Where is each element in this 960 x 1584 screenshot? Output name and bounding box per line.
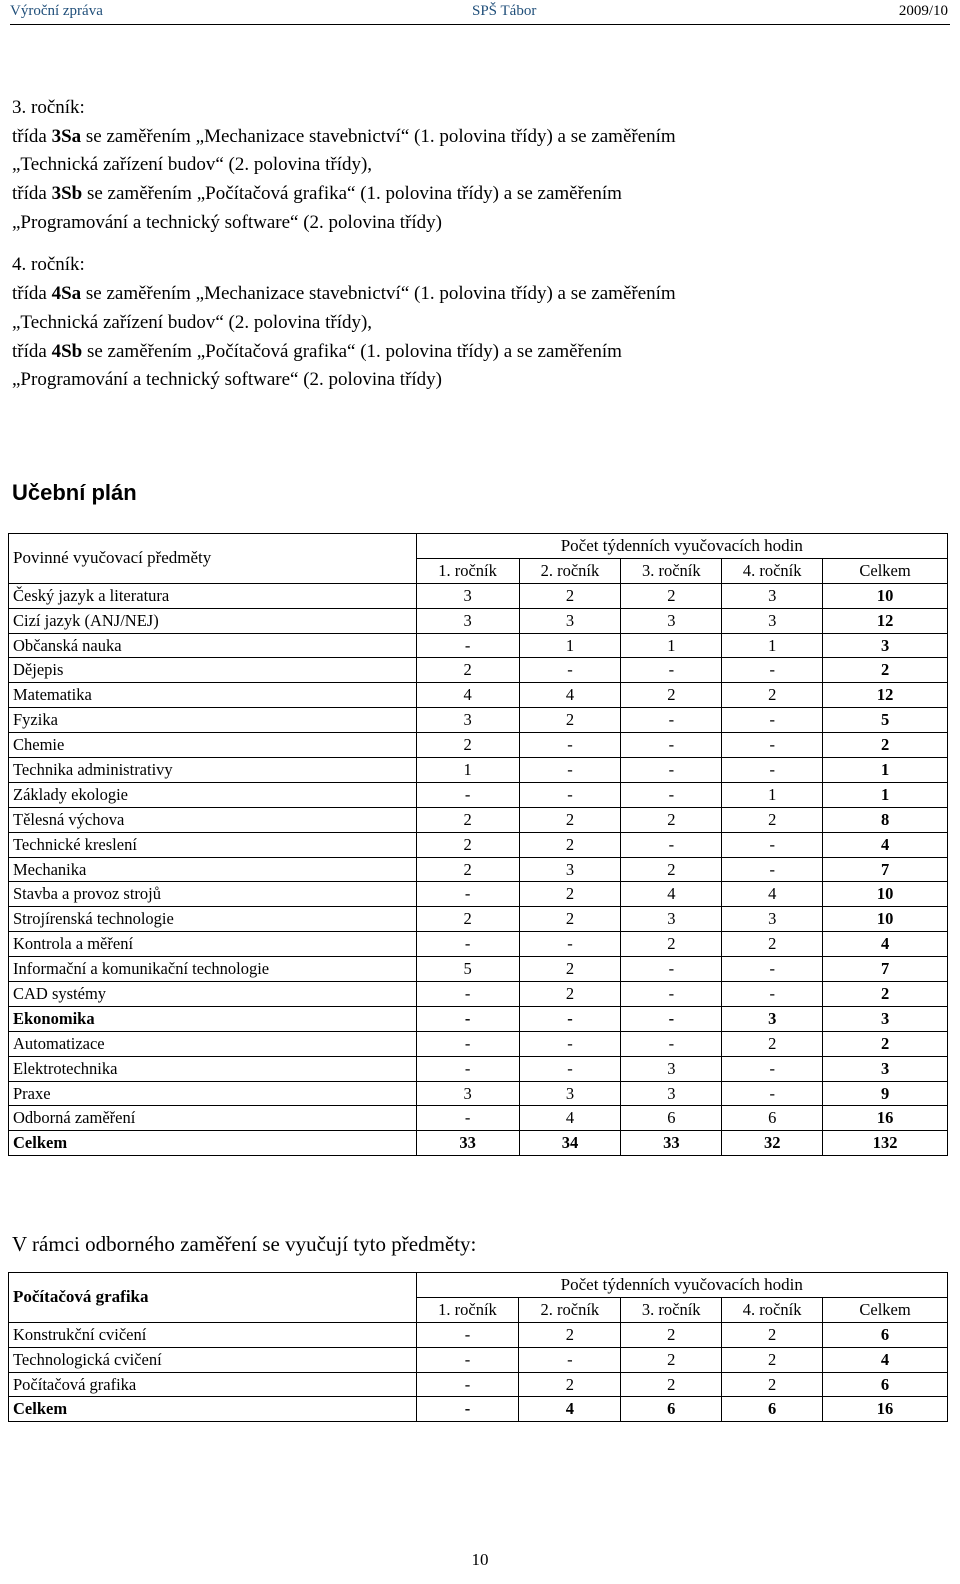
- hours-cell: 2: [621, 1372, 722, 1397]
- subject-cell: Tělesná výchova: [9, 807, 417, 832]
- hours-cell: -: [621, 982, 722, 1007]
- year4-line-2: „Technická zařízení budov“ (2. polovina třídy),: [12, 311, 373, 333]
- hours-cell: 32: [722, 1131, 823, 1156]
- column-header-total: Celkem: [823, 1297, 948, 1322]
- curriculum-table: [8, 533, 948, 1156]
- total-cell: 4: [823, 932, 948, 957]
- year4-line-4: „Programování a technický software“ (2. polovina třídy): [12, 369, 442, 391]
- hours-cell: 3: [519, 857, 621, 882]
- hours-cell: 3: [722, 1006, 823, 1031]
- hours-cell: -: [416, 1347, 519, 1372]
- hours-cell: 2: [621, 807, 722, 832]
- hours-cell: -: [519, 1031, 621, 1056]
- focus-table: [8, 1272, 948, 1422]
- hours-cell: -: [519, 733, 621, 758]
- table-total-row: [9, 1397, 948, 1422]
- subject-column-header: Povinné vyučovací předměty: [9, 534, 417, 584]
- column-header: 1. ročník: [416, 1297, 519, 1322]
- hours-cell: 2: [722, 1372, 823, 1397]
- year3-line-2: „Technická zařízení budov“ (2. polovina třídy),: [12, 154, 373, 176]
- year3-line-4: „Programování a technický software“ (2. polovina třídy): [12, 211, 442, 233]
- table-row: [9, 907, 948, 932]
- subject-cell: Cizí jazyk (ANJ/NEJ): [9, 608, 417, 633]
- hours-cell: 2: [621, 583, 722, 608]
- subject-cell: Dějepis: [9, 658, 417, 683]
- hours-cell: 2: [416, 857, 519, 882]
- hours-cell: -: [416, 982, 519, 1007]
- total-cell: 16: [823, 1106, 948, 1131]
- hours-cell: 2: [722, 1347, 823, 1372]
- hours-cell: 2: [416, 733, 519, 758]
- total-cell: 3: [823, 1006, 948, 1031]
- hours-cell: 2: [519, 982, 621, 1007]
- hours-cell: -: [416, 1372, 519, 1397]
- hours-cell: 2: [722, 683, 823, 708]
- table-row: [9, 1081, 948, 1106]
- column-header: 1. ročník: [416, 558, 519, 583]
- hours-cell: 4: [519, 683, 621, 708]
- hours-cell: 2: [519, 583, 621, 608]
- total-cell: 7: [823, 957, 948, 982]
- table-row: [9, 957, 948, 982]
- table-row: [9, 782, 948, 807]
- table-row: [9, 608, 948, 633]
- hours-cell: 34: [519, 1131, 621, 1156]
- total-cell: 6: [823, 1372, 948, 1397]
- header-school: SPŠ Tábor: [472, 3, 537, 19]
- table-row: [9, 1372, 948, 1397]
- hours-cell: 2: [519, 1372, 621, 1397]
- subject-cell: Strojírenská technologie: [9, 907, 417, 932]
- table-row: [9, 708, 948, 733]
- hours-cell: -: [621, 758, 722, 783]
- hours-cell: -: [416, 633, 519, 658]
- table-row: [9, 982, 948, 1007]
- subject-cell: Mechanika: [9, 857, 417, 882]
- hours-cell: 4: [519, 1106, 621, 1131]
- hours-cell: 2: [519, 1322, 621, 1347]
- hours-cell: -: [416, 882, 519, 907]
- hours-cell: -: [722, 658, 823, 683]
- hours-cell: -: [416, 1006, 519, 1031]
- total-cell: 2: [823, 733, 948, 758]
- hours-cell: 2: [519, 882, 621, 907]
- focus-rows: [9, 1322, 948, 1422]
- total-cell: 2: [823, 982, 948, 1007]
- hours-cell: 2: [722, 1322, 823, 1347]
- hours-cell: 4: [722, 882, 823, 907]
- subject-cell: Základy ekologie: [9, 782, 417, 807]
- hours-cell: -: [722, 733, 823, 758]
- hours-cell: -: [416, 1031, 519, 1056]
- total-cell: 132: [823, 1131, 948, 1156]
- hours-cell: -: [519, 932, 621, 957]
- hours-cell: 2: [519, 907, 621, 932]
- hours-cell: -: [722, 1056, 823, 1081]
- subject-cell: Konstrukční cvičení: [9, 1322, 417, 1347]
- hours-cell: -: [621, 1031, 722, 1056]
- total-cell: 4: [823, 1347, 948, 1372]
- total-cell: 7: [823, 857, 948, 882]
- table-row: [9, 857, 948, 882]
- table-row: [9, 583, 948, 608]
- subject-cell: Technologická cvičení: [9, 1347, 417, 1372]
- hours-cell: 3: [621, 1081, 722, 1106]
- hours-cell: 3: [416, 708, 519, 733]
- hours-cell: 33: [621, 1131, 722, 1156]
- hours-cell: 2: [519, 832, 621, 857]
- total-cell: 3: [823, 1056, 948, 1081]
- table-row: [9, 1031, 948, 1056]
- subject-cell: Fyzika: [9, 708, 417, 733]
- column-header: 2. ročník: [519, 558, 621, 583]
- class-description: [12, 94, 942, 395]
- hours-cell: -: [722, 957, 823, 982]
- focus-hours-group-header: Počet týdenních vyučovacích hodin: [416, 1273, 947, 1298]
- page-header: [10, 0, 950, 25]
- total-cell: 12: [823, 683, 948, 708]
- subject-cell: Automatizace: [9, 1031, 417, 1056]
- header-report-title: Výroční zpráva: [10, 3, 103, 19]
- hours-cell: -: [416, 932, 519, 957]
- hours-cell: 3: [722, 907, 823, 932]
- hours-cell: 2: [722, 932, 823, 957]
- hours-cell: -: [519, 1056, 621, 1081]
- table-row: [9, 1056, 948, 1081]
- hours-cell: -: [519, 782, 621, 807]
- curriculum-rows: [9, 583, 948, 1155]
- subject-cell: Chemie: [9, 733, 417, 758]
- total-cell: 16: [823, 1397, 948, 1422]
- table-row: [9, 758, 948, 783]
- total-cell: 2: [823, 658, 948, 683]
- column-header: 3. ročník: [621, 558, 722, 583]
- total-cell: 10: [823, 882, 948, 907]
- hours-cell: -: [722, 982, 823, 1007]
- subject-cell: Odborná zaměření: [9, 1106, 417, 1131]
- total-cell: 8: [823, 807, 948, 832]
- hours-cell: -: [416, 1322, 519, 1347]
- table-row: [9, 1322, 948, 1347]
- hours-cell: 3: [519, 608, 621, 633]
- hours-cell: 3: [722, 608, 823, 633]
- subject-cell: Počítačová grafika: [9, 1372, 417, 1397]
- hours-cell: 2: [519, 708, 621, 733]
- column-header: 4. ročník: [722, 558, 823, 583]
- hours-cell: 2: [416, 832, 519, 857]
- total-cell: 1: [823, 758, 948, 783]
- subject-cell: Kontrola a měření: [9, 932, 417, 957]
- hours-cell: 1: [519, 633, 621, 658]
- hours-cell: 2: [621, 683, 722, 708]
- subject-cell: Celkem: [9, 1397, 417, 1422]
- year4-line-1: třída 4Sa se zaměřením „Mechanizace stavebnictví“ (1. polovina třídy) a se zaměřením: [12, 283, 676, 305]
- hours-cell: 1: [621, 633, 722, 658]
- hours-cell: -: [621, 782, 722, 807]
- hours-cell: -: [722, 758, 823, 783]
- hours-cell: -: [416, 1397, 519, 1422]
- hours-cell: 2: [621, 857, 722, 882]
- hours-cell: -: [722, 1081, 823, 1106]
- hours-cell: -: [722, 857, 823, 882]
- year4-label: 4. ročník:: [12, 254, 85, 276]
- total-cell: 9: [823, 1081, 948, 1106]
- hours-cell: 2: [722, 807, 823, 832]
- hours-cell: -: [519, 1347, 621, 1372]
- hours-cell: 6: [722, 1106, 823, 1131]
- subject-cell: Český jazyk a literatura: [9, 583, 417, 608]
- hours-cell: 2: [519, 807, 621, 832]
- subject-cell: Celkem: [9, 1131, 417, 1156]
- total-cell: 1: [823, 782, 948, 807]
- hours-cell: 1: [722, 633, 823, 658]
- table-row: [9, 733, 948, 758]
- hours-cell: 1: [416, 758, 519, 783]
- hours-cell: 2: [621, 1347, 722, 1372]
- focus-subject-header: Počítačová grafika: [9, 1273, 417, 1323]
- hours-cell: 6: [621, 1397, 722, 1422]
- column-header: 4. ročník: [722, 1297, 823, 1322]
- hours-cell: 2: [416, 907, 519, 932]
- total-cell: 4: [823, 832, 948, 857]
- hours-cell: 3: [621, 907, 722, 932]
- subject-cell: Elektrotechnika: [9, 1056, 417, 1081]
- subject-cell: Matematika: [9, 683, 417, 708]
- hours-cell: 4: [519, 1397, 621, 1422]
- hours-cell: -: [621, 832, 722, 857]
- hours-group-header: Počet týdenních vyučovacích hodin: [416, 534, 947, 559]
- hours-cell: -: [621, 708, 722, 733]
- subject-cell: Ekonomika: [9, 1006, 417, 1031]
- curriculum-title: Učební plán: [12, 480, 137, 505]
- header-year: 2009/10: [898, 3, 948, 19]
- subject-cell: Informační a komunikační technologie: [9, 957, 417, 982]
- hours-cell: -: [722, 832, 823, 857]
- table-row: [9, 832, 948, 857]
- total-cell: 3: [823, 633, 948, 658]
- year3-line-3: třída 3Sb se zaměřením „Počítačová grafika“ (1. polovina třídy) a se zaměřením: [12, 183, 622, 205]
- total-cell: 5: [823, 708, 948, 733]
- table-row: [9, 1347, 948, 1372]
- hours-cell: 3: [416, 1081, 519, 1106]
- page-number: 10: [471, 1550, 489, 1569]
- hours-cell: 6: [621, 1106, 722, 1131]
- year4-line-3: třída 4Sb se zaměřením „Počítačová grafika“ (1. polovina třídy) a se zaměřením: [12, 340, 622, 362]
- total-cell: 2: [823, 1031, 948, 1056]
- focus-subtitle: V rámci odborného zaměření se vyučují tyto předměty:: [12, 1232, 477, 1256]
- total-cell: 12: [823, 608, 948, 633]
- table-row: [9, 807, 948, 832]
- subject-cell: Praxe: [9, 1081, 417, 1106]
- hours-cell: 4: [621, 882, 722, 907]
- hours-cell: 2: [416, 658, 519, 683]
- total-cell: 10: [823, 907, 948, 932]
- subject-cell: Občanská nauka: [9, 633, 417, 658]
- hours-cell: 2: [519, 957, 621, 982]
- table-row: [9, 683, 948, 708]
- hours-cell: 3: [621, 1056, 722, 1081]
- hours-cell: -: [621, 658, 722, 683]
- hours-cell: -: [416, 1056, 519, 1081]
- subject-cell: Stavba a provoz strojů: [9, 882, 417, 907]
- table-row: [9, 633, 948, 658]
- hours-cell: 2: [621, 1322, 722, 1347]
- hours-cell: 3: [416, 608, 519, 633]
- hours-cell: 3: [722, 583, 823, 608]
- table-row: [9, 1006, 948, 1031]
- hours-cell: -: [621, 1006, 722, 1031]
- hours-cell: -: [519, 658, 621, 683]
- subject-cell: CAD systémy: [9, 982, 417, 1007]
- hours-cell: -: [621, 957, 722, 982]
- column-header: 2. ročník: [519, 1297, 621, 1322]
- table-total-row: [9, 1131, 948, 1156]
- table-row: [9, 932, 948, 957]
- subject-cell: Technika administrativy: [9, 758, 417, 783]
- hours-cell: 33: [416, 1131, 519, 1156]
- hours-cell: -: [621, 733, 722, 758]
- hours-cell: 2: [621, 932, 722, 957]
- total-cell: 6: [823, 1322, 948, 1347]
- hours-cell: -: [722, 708, 823, 733]
- hours-cell: -: [519, 758, 621, 783]
- hours-cell: 3: [519, 1081, 621, 1106]
- hours-cell: -: [416, 782, 519, 807]
- table-row: [9, 658, 948, 683]
- year3-label: 3. ročník:: [12, 97, 85, 118]
- hours-cell: 3: [621, 608, 722, 633]
- hours-cell: 2: [722, 1031, 823, 1056]
- total-cell: 10: [823, 583, 948, 608]
- table-row: [9, 1106, 948, 1131]
- hours-cell: 6: [722, 1397, 823, 1422]
- hours-cell: -: [519, 1006, 621, 1031]
- table-row: [9, 882, 948, 907]
- column-header-total: Celkem: [823, 558, 948, 583]
- hours-cell: 3: [416, 583, 519, 608]
- column-header: 3. ročník: [621, 1297, 722, 1322]
- hours-cell: 5: [416, 957, 519, 982]
- hours-cell: 2: [416, 807, 519, 832]
- year3-line-1: třída 3Sa se zaměřením „Mechanizace stavebnictví“ (1. polovina třídy) a se zaměřením: [12, 125, 676, 147]
- hours-cell: 4: [416, 683, 519, 708]
- hours-cell: 1: [722, 782, 823, 807]
- subject-cell: Technické kreslení: [9, 832, 417, 857]
- hours-cell: -: [416, 1106, 519, 1131]
